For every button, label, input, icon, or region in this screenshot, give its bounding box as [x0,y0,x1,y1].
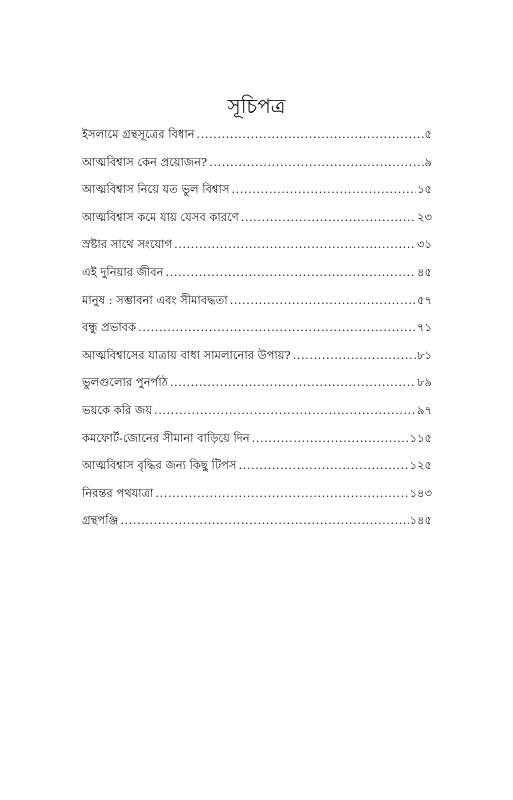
toc-entry-title: এই দুনিয়ার জীবন [82,264,164,279]
dot-leader [138,319,416,335]
toc-entry-page: ১৪৩ [409,485,432,500]
toc-entry-page: ৫৭ [417,292,432,307]
toc-entry-title: নিরন্তর পথযাত্রা [82,485,154,500]
toc-entry-title: ইসলামে গ্রন্থসূত্রের বিধান [82,127,195,141]
toc-entry-title: আত্মবিশ্বাস কমে যায় যেসব কারণে [82,209,239,224]
toc-entry-title: আত্মবিশ্বাসের যাত্রায় বাধা সামলানোর উপায়? [82,347,291,362]
toc-entry [82,209,432,237]
toc-entry [82,374,432,402]
toc-entry-title: স্রষ্টার সাথে সংযোগ [82,237,173,252]
toc-entry-title: ভুলগুলোর পুনর্পাঠ [82,375,168,390]
table-of-contents [82,126,432,540]
toc-entry [82,181,432,209]
toc-entry-title: কমফোর্ট-জোনের সীমানা বাড়িয়ে দিন [82,430,250,445]
dot-leader [241,209,416,225]
toc-entry-page: ৮৯ [417,375,432,390]
toc-entry-page: ২৩ [417,209,432,224]
dot-leader [293,347,416,363]
toc-entry-page: ১৫ [417,182,432,197]
toc-entry-page: ১৪৫ [409,513,432,528]
toc-entry [82,347,432,375]
dot-leader [174,236,416,252]
dot-leader [230,292,416,308]
dot-leader [239,457,409,473]
dot-leader [231,181,416,197]
toc-entry-page: ৭১ [417,320,432,335]
toc-entry-page: ১১৫ [409,430,432,445]
toc-entry [82,457,432,485]
toc-entry-title: মানুষ : সম্ভাবনা এবং সীমাবদ্ধতা [82,292,228,307]
toc-entry-page: ১২৫ [409,458,432,473]
toc-entry-page: ৪৫ [417,264,432,279]
toc-entry [82,430,432,458]
dot-leader [170,374,416,390]
dot-leader [155,485,408,501]
dot-leader [120,512,408,528]
toc-entry [82,264,432,292]
dot-leader [252,430,409,446]
dot-leader [209,154,423,170]
toc-entry-page: ৯৭ [417,402,432,417]
toc-entry-page: ৫ [424,127,432,141]
toc-entry [82,292,432,320]
toc-entry-title: আত্মবিশ্বাস নিয়ে যত ভুল বিশ্বাস [82,182,230,197]
toc-entry-title: আত্মবিশ্বাস বৃদ্ধির জন্য কিছু টিপস [82,458,237,473]
toc-entry-title: আত্মবিশ্বাস কেন প্রয়োজন? [82,154,208,169]
toc-entry-page: ৮১ [417,347,432,362]
dot-leader [154,402,416,418]
dot-leader [197,126,424,142]
dot-leader [166,264,417,280]
toc-entry [82,402,432,430]
toc-entry-page: ৩১ [417,237,432,252]
toc-entry-title: ভয়কে করি জয় [82,402,153,417]
toc-entry-title: বন্ধু প্রভাবক [82,320,137,335]
toc-entry [82,154,432,182]
toc-title: সূচিপত্র [227,94,286,118]
toc-entry-page: ৯ [424,154,432,169]
toc-entry [82,512,432,540]
toc-entry [82,485,432,513]
toc-entry [82,319,432,347]
toc-entry [82,126,432,154]
toc-entry-title: গ্রন্থপঞ্জি [82,513,119,528]
toc-entry [82,236,432,264]
